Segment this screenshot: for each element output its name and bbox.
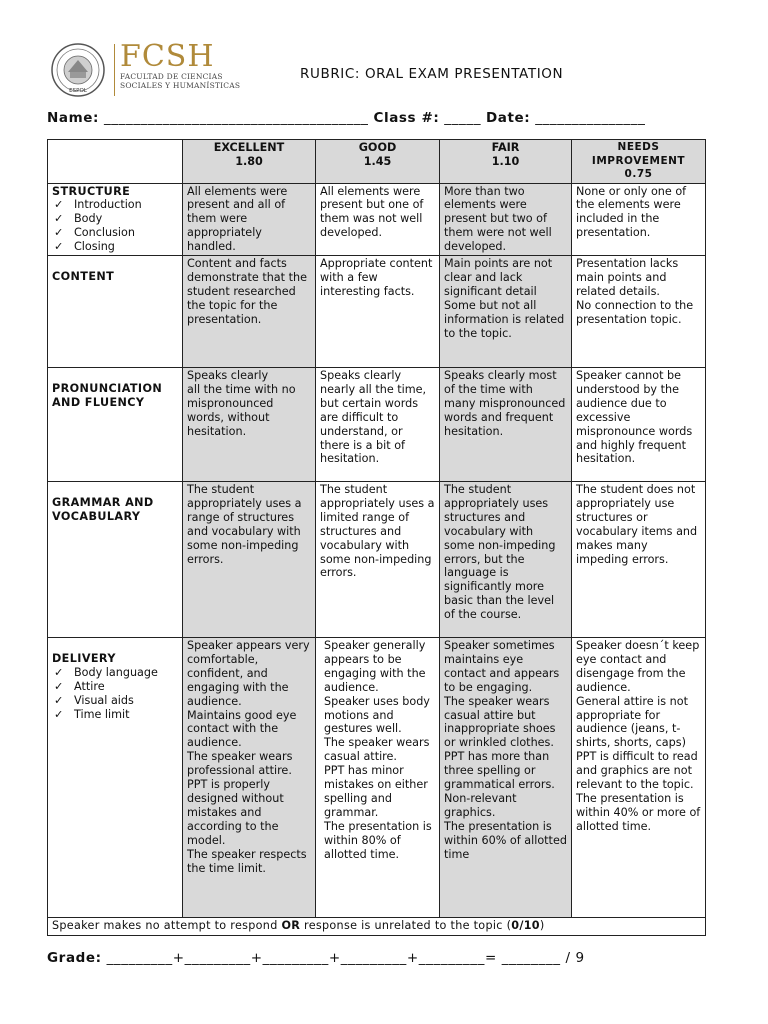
header-divider [114, 44, 115, 96]
criterion-title: STRUCTURE [52, 184, 131, 198]
check-icon: ✓ [54, 665, 64, 679]
cell-fair: More than two elements were present but two of them were not well developed. [440, 183, 572, 256]
cell-good: The student appropriately uses a limited range of structures and vocabulary with some non-impeding errors. [316, 482, 440, 638]
criterion-structure [48, 183, 183, 256]
date-blank[interactable]: _______________ [535, 110, 646, 126]
cell-good: Appropriate content with a few interesting facts. [316, 256, 440, 368]
faculty-name-line-1: FACULTAD DE CIENCIAS [120, 72, 223, 81]
table-row [48, 368, 706, 482]
rubric-table [47, 139, 706, 936]
cell-fair: The student appropriately uses structures and vocabulary with some non-impeding errors, but the language is significantly more basic than the level of the course. [440, 482, 572, 638]
cell-needs-improvement: Speaker doesn´t keep eye contact and disengage from the audience. General attire is not appropriate for audience (jeans, t-shirts, shorts, caps) PPT is difficult to read and graphics are not relevant to the topic. The presentation is within 40% or more of allotted time. [572, 638, 706, 918]
name-blank[interactable]: ____________________________________ [103, 110, 369, 126]
checklist-item: ✓ Introduction [54, 198, 142, 212]
zero-score-note: Speaker makes no attempt to respond OR response is unrelated to the topic (0/10) [48, 918, 706, 936]
zero-score-row [48, 918, 706, 936]
cell-good: Speaks clearly nearly all the time, but certain words are difficult to understand, or there is a bit of hesitation. [316, 368, 440, 482]
header-fair: FAIR 1.10 [440, 140, 572, 184]
cell-fair: Main points are not clear and lack significant detail Some but not all information is related to the topic. [440, 256, 572, 368]
cell-excellent: All elements were present and all of them were appropriately handled. [183, 183, 316, 256]
table-row [48, 183, 706, 256]
criterion-pronunciation [48, 368, 183, 482]
check-icon: ✓ [54, 679, 64, 693]
checklist-item: ✓ Time limit [54, 707, 130, 721]
cell-needs-improvement: Speaker cannot be understood by the audience due to excessive mispronounce words and highly frequent hesitation. [572, 368, 706, 482]
criterion-grammar [48, 482, 183, 638]
cell-excellent: Speaks clearly all the time with no mispronounced words, without hesitation. [183, 368, 316, 482]
grade-line [47, 950, 585, 966]
grade-formula[interactable]: _________+_________+_________+_________+_________= ________ / 9 [101, 950, 585, 966]
check-icon: ✓ [54, 198, 64, 212]
faculty-logo [120, 39, 241, 90]
cell-fair: Speaks clearly most of the time with many mispronounced words and frequent hesitation. [440, 368, 572, 482]
criterion-title: GRAMMAR AND VOCABULARY [52, 496, 154, 523]
header-excellent: EXCELLENT 1.80 [183, 140, 316, 184]
checklist-item: ✓ Body [54, 212, 103, 226]
cell-good: Speaker generally appears to be engaging with the audience. Speaker uses body motions and gestures well. The speaker wears casual attire. PPT has minor mistakes on either spelling and grammar. The presentation is within 80% of allotted time. [316, 638, 440, 918]
checklist-item: ✓ Closing [54, 240, 115, 254]
class-label: Class #: [373, 110, 440, 126]
header-needs-improvement: NEEDS IMPROVEMENT 0.75 [572, 140, 706, 184]
criterion-delivery [48, 638, 183, 918]
header-good: GOOD 1.45 [316, 140, 440, 184]
criterion-content [48, 256, 183, 368]
grade-label: Grade: [47, 950, 102, 966]
checklist-item: ✓ Body language [54, 665, 158, 679]
criterion-title: DELIVERY [52, 652, 116, 666]
cell-needs-improvement: The student does not appropriately use structures or vocabulary items and makes many impeding errors. [572, 482, 706, 638]
checklist-item: ✓ Conclusion [54, 226, 135, 240]
cell-good: All elements were present but one of them was not well developed. [316, 183, 440, 256]
date-label: Date: [485, 110, 531, 126]
criterion-title: PRONUNCIATION AND FLUENCY [52, 382, 163, 409]
cell-excellent: The student appropriately uses a range of structures and vocabulary with some non-impeding errors. [183, 482, 316, 638]
checklist-item: ✓ Attire [54, 679, 105, 693]
check-icon: ✓ [54, 226, 64, 240]
cell-excellent: Speaker appears very comfortable, confident, and engaging with the audience. Maintains good eye contact with the audience. The speaker wears professional attire. PPT is properly designed without mistakes and according to the model. The speaker respects the time limit. [183, 638, 316, 918]
rubric-header-row [48, 140, 706, 184]
check-icon: ✓ [54, 240, 64, 254]
check-icon: ✓ [54, 693, 64, 707]
table-row [48, 256, 706, 368]
svg-text:ESPOL: ESPOL [69, 88, 87, 94]
class-blank[interactable]: _____ [444, 110, 482, 126]
checklist-item: ✓ Visual aids [54, 693, 134, 707]
document-title: RUBRIC: ORAL EXAM PRESENTATION [300, 66, 564, 82]
check-icon: ✓ [54, 212, 64, 226]
header-empty-cell [48, 140, 183, 184]
name-label: Name: [47, 110, 100, 126]
faculty-acronym: FCSH [120, 39, 215, 74]
check-icon: ✓ [54, 707, 64, 721]
cell-fair: Speaker sometimes maintains eye contact and appears to be engaging. The speaker wears casual attire but inappropriate shoes or wrinkled clothes. PPT has more than three spelling or grammatical errors. Non-relevant graphics. The presentation is within 60% of allotted time [440, 638, 572, 918]
criterion-title: CONTENT [52, 270, 115, 284]
cell-needs-improvement: None or only one of the elements were included in the presentation. [572, 183, 706, 256]
cell-needs-improvement: Presentation lacks main points and related details. No connection to the presentation topic. [572, 256, 706, 368]
espol-seal-icon [50, 42, 106, 98]
cell-excellent: Content and facts demonstrate that the student researched the topic for the presentation. [183, 256, 316, 368]
table-row [48, 482, 706, 638]
faculty-name-line-2: SOCIALES Y HUMANÍSTICAS [120, 81, 241, 90]
table-row [48, 638, 706, 918]
student-info-line [47, 110, 645, 126]
